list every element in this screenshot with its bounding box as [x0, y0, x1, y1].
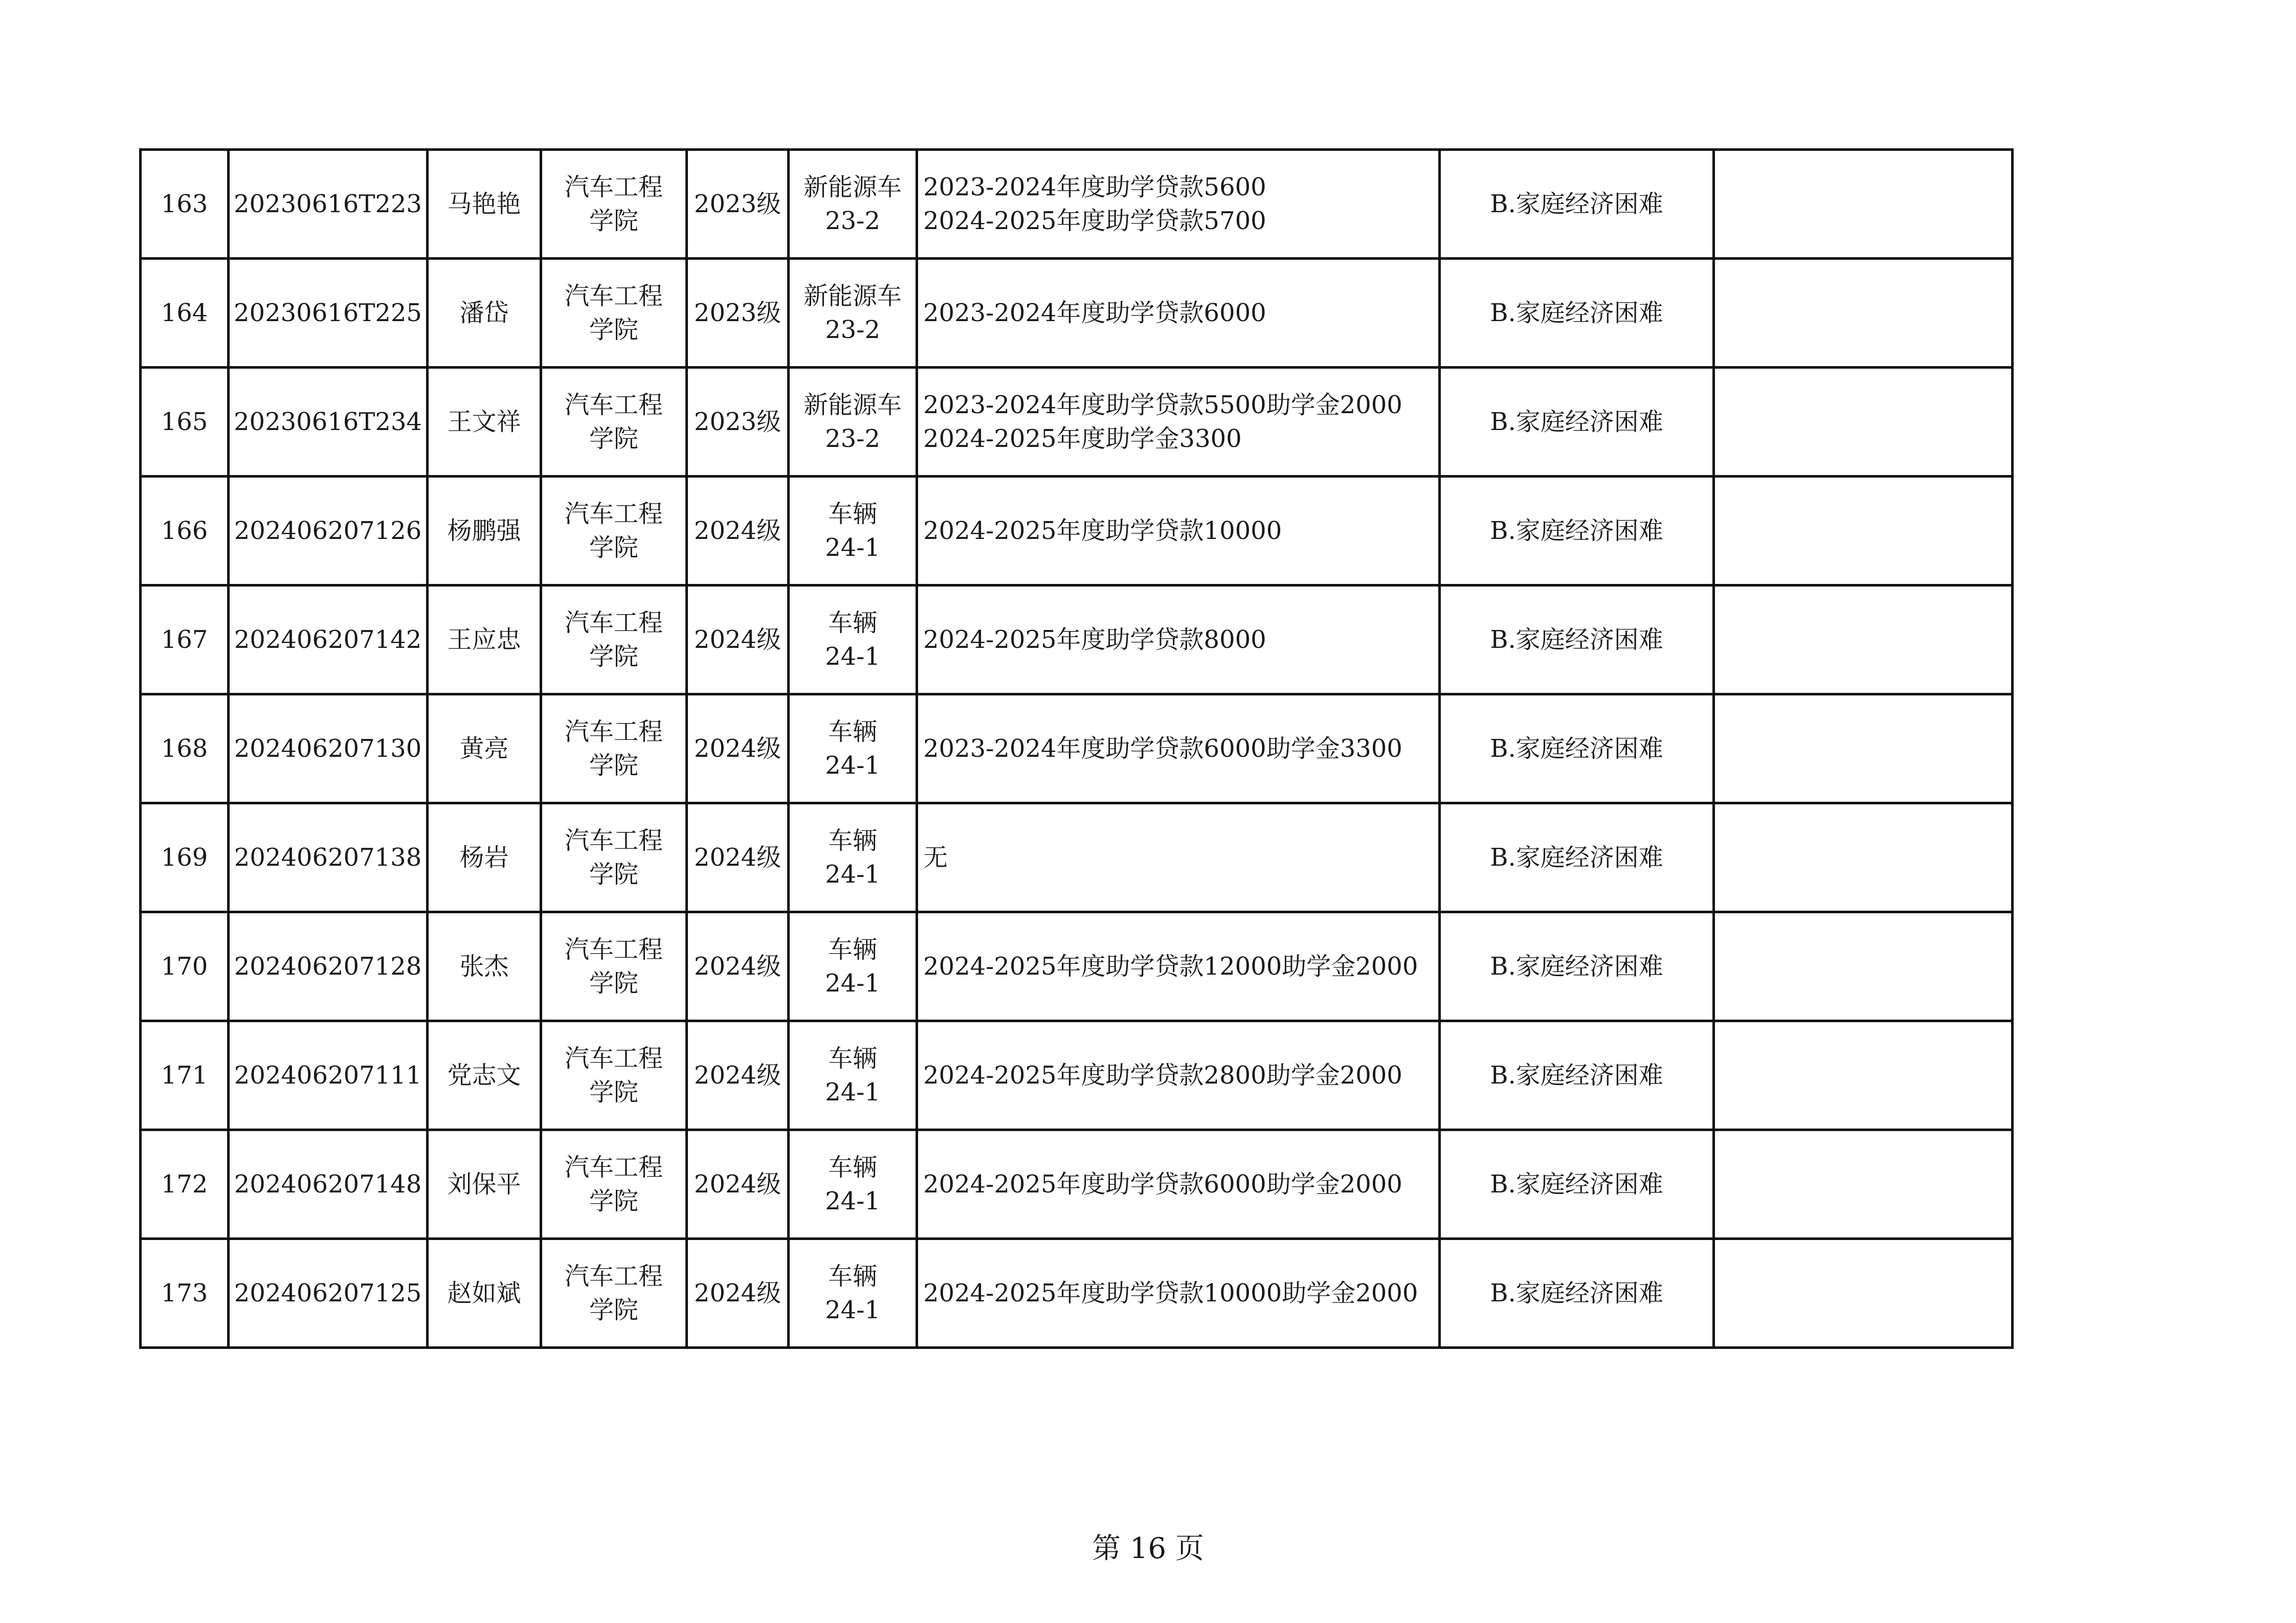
cell-difficulty-type: B.家庭经济困难 — [1440, 150, 1714, 259]
cell-class-line: 车辆 — [828, 826, 877, 855]
cell-serial-number: 166 — [141, 477, 229, 585]
cell-aid-history-line: 2024-2025年度助学贷款8000 — [923, 625, 1266, 654]
cell-class-line: 新能源车 — [803, 391, 902, 419]
cell-aid-history — [917, 259, 1440, 368]
cell-college-line: 汽车工程 — [564, 1262, 663, 1291]
cell-class-line: 车辆 — [828, 608, 877, 637]
cell-class-line: 24-1 — [825, 1187, 880, 1215]
cell-class-line: 24-1 — [825, 969, 880, 998]
cell-student-name: 党志文 — [428, 1021, 541, 1130]
cell-class-line: 车辆 — [828, 1262, 877, 1291]
cell-difficulty-type: B.家庭经济困难 — [1440, 1130, 1714, 1239]
cell-serial-number: 168 — [141, 694, 229, 803]
cell-difficulty-type: B.家庭经济困难 — [1440, 912, 1714, 1021]
cell-college-line: 学院 — [589, 860, 638, 889]
cell-class — [789, 1021, 917, 1130]
cell-college — [541, 912, 687, 1021]
cell-grade: 2024级 — [687, 1130, 789, 1239]
cell-remarks — [1714, 912, 2013, 1021]
cell-aid-history-line: 无 — [923, 843, 948, 872]
cell-class — [789, 259, 917, 368]
cell-remarks — [1714, 1130, 2013, 1239]
cell-difficulty-type: B.家庭经济困难 — [1440, 259, 1714, 368]
cell-student-id: 20230616T225 — [229, 259, 428, 368]
cell-class-line: 23-2 — [825, 424, 880, 453]
cell-aid-history-line: 2023-2024年度助学贷款6000助学金3300 — [923, 734, 1402, 763]
cell-grade: 2024级 — [687, 477, 789, 585]
cell-class — [789, 368, 917, 477]
cell-student-name: 王文祥 — [428, 368, 541, 477]
cell-college-line: 学院 — [589, 207, 638, 235]
cell-aid-history-line: 2024-2025年度助学贷款12000助学金2000 — [923, 952, 1418, 981]
table-row — [141, 1239, 2013, 1348]
cell-class-line: 新能源车 — [803, 173, 902, 201]
cell-college-line: 汽车工程 — [564, 1044, 663, 1073]
cell-difficulty-type: B.家庭经济困难 — [1440, 585, 1714, 694]
cell-college — [541, 585, 687, 694]
cell-class — [789, 150, 917, 259]
cell-college-line: 汽车工程 — [564, 826, 663, 855]
cell-college — [541, 259, 687, 368]
cell-remarks — [1714, 1021, 2013, 1130]
cell-college-line: 学院 — [589, 642, 638, 671]
cell-class — [789, 477, 917, 585]
table-row — [141, 259, 2013, 368]
cell-college-line: 汽车工程 — [564, 717, 663, 746]
cell-class — [789, 1130, 917, 1239]
page-number: 第 16 页 — [1092, 1532, 1204, 1565]
cell-grade: 2024级 — [687, 694, 789, 803]
cell-student-name: 刘保平 — [428, 1130, 541, 1239]
cell-student-name: 赵如斌 — [428, 1239, 541, 1348]
cell-class-line: 24-1 — [825, 1296, 880, 1324]
student-aid-table — [139, 148, 2014, 1349]
cell-student-id: 20230616T234 — [229, 368, 428, 477]
cell-grade: 2024级 — [687, 585, 789, 694]
cell-grade: 2024级 — [687, 1021, 789, 1130]
cell-college — [541, 368, 687, 477]
cell-college-line: 汽车工程 — [564, 173, 663, 201]
cell-grade: 2024级 — [687, 803, 789, 912]
cell-student-id: 202406207126 — [229, 477, 428, 585]
cell-class-line: 24-1 — [825, 751, 880, 780]
table-row — [141, 694, 2013, 803]
table-row — [141, 1130, 2013, 1239]
cell-college-line: 汽车工程 — [564, 282, 663, 310]
cell-grade: 2023级 — [687, 150, 789, 259]
cell-remarks — [1714, 585, 2013, 694]
cell-student-id: 202406207125 — [229, 1239, 428, 1348]
cell-college-line: 学院 — [589, 1296, 638, 1324]
cell-aid-history — [917, 912, 1440, 1021]
cell-class-line: 新能源车 — [803, 282, 902, 310]
cell-aid-history-line: 2024-2025年度助学贷款5700 — [923, 207, 1266, 235]
cell-student-id: 202406207138 — [229, 803, 428, 912]
cell-student-name: 潘岱 — [428, 259, 541, 368]
cell-aid-history — [917, 1239, 1440, 1348]
cell-student-name: 张杰 — [428, 912, 541, 1021]
cell-student-id: 202406207128 — [229, 912, 428, 1021]
cell-remarks — [1714, 477, 2013, 585]
cell-college-line: 学院 — [589, 751, 638, 780]
cell-class-line: 车辆 — [828, 1153, 877, 1182]
cell-aid-history — [917, 150, 1440, 259]
cell-serial-number: 171 — [141, 1021, 229, 1130]
table-row — [141, 477, 2013, 585]
cell-remarks — [1714, 150, 2013, 259]
cell-grade: 2023级 — [687, 259, 789, 368]
cell-college — [541, 1239, 687, 1348]
cell-difficulty-type: B.家庭经济困难 — [1440, 694, 1714, 803]
table-body — [141, 150, 2013, 1348]
cell-college — [541, 150, 687, 259]
cell-college-line: 汽车工程 — [564, 608, 663, 637]
cell-serial-number: 172 — [141, 1130, 229, 1239]
cell-remarks — [1714, 803, 2013, 912]
cell-aid-history-line: 2023-2024年度助学贷款5500助学金2000 — [923, 391, 1402, 419]
cell-college-line: 学院 — [589, 969, 638, 998]
cell-serial-number: 165 — [141, 368, 229, 477]
cell-aid-history-line: 2023-2024年度助学贷款6000 — [923, 299, 1266, 327]
cell-serial-number: 169 — [141, 803, 229, 912]
cell-class-line: 23-2 — [825, 207, 880, 235]
cell-college — [541, 1021, 687, 1130]
cell-serial-number: 173 — [141, 1239, 229, 1348]
table-row — [141, 585, 2013, 694]
cell-college-line: 汽车工程 — [564, 500, 663, 528]
cell-class-line: 24-1 — [825, 642, 880, 671]
cell-class-line: 24-1 — [825, 533, 880, 562]
cell-class — [789, 803, 917, 912]
cell-class-line: 车辆 — [828, 935, 877, 964]
cell-class — [789, 1239, 917, 1348]
cell-college — [541, 477, 687, 585]
cell-difficulty-type: B.家庭经济困难 — [1440, 803, 1714, 912]
cell-college-line: 学院 — [589, 1187, 638, 1215]
cell-serial-number: 163 — [141, 150, 229, 259]
cell-aid-history-line: 2024-2025年度助学贷款10000 — [923, 516, 1282, 545]
cell-student-id: 202406207111 — [229, 1021, 428, 1130]
cell-grade: 2024级 — [687, 1239, 789, 1348]
table-row — [141, 912, 2013, 1021]
cell-difficulty-type: B.家庭经济困难 — [1440, 1021, 1714, 1130]
cell-class-line: 车辆 — [828, 500, 877, 528]
cell-college-line: 学院 — [589, 315, 638, 344]
cell-remarks — [1714, 694, 2013, 803]
cell-aid-history — [917, 368, 1440, 477]
cell-serial-number: 167 — [141, 585, 229, 694]
cell-remarks — [1714, 368, 2013, 477]
cell-student-name: 王应忠 — [428, 585, 541, 694]
cell-college-line: 汽车工程 — [564, 391, 663, 419]
cell-difficulty-type: B.家庭经济困难 — [1440, 368, 1714, 477]
table-row — [141, 368, 2013, 477]
cell-class — [789, 585, 917, 694]
cell-aid-history — [917, 803, 1440, 912]
cell-difficulty-type: B.家庭经济困难 — [1440, 477, 1714, 585]
cell-class-line: 23-2 — [825, 315, 880, 344]
cell-aid-history — [917, 1130, 1440, 1239]
cell-aid-history — [917, 1021, 1440, 1130]
cell-college — [541, 1130, 687, 1239]
cell-student-id: 202406207148 — [229, 1130, 428, 1239]
cell-aid-history — [917, 694, 1440, 803]
cell-aid-history-line: 2024-2025年度助学金3300 — [923, 424, 1242, 453]
cell-college-line: 学院 — [589, 533, 638, 562]
table-row — [141, 803, 2013, 912]
cell-student-name: 马艳艳 — [428, 150, 541, 259]
cell-student-name: 黄亮 — [428, 694, 541, 803]
cell-class-line: 车辆 — [828, 717, 877, 746]
cell-class — [789, 912, 917, 1021]
cell-college — [541, 803, 687, 912]
cell-aid-history-line: 2024-2025年度助学贷款10000助学金2000 — [923, 1279, 1418, 1308]
cell-remarks — [1714, 259, 2013, 368]
cell-class-line: 车辆 — [828, 1044, 877, 1073]
cell-aid-history-line: 2024-2025年度助学贷款2800助学金2000 — [923, 1061, 1402, 1090]
cell-aid-history — [917, 477, 1440, 585]
cell-serial-number: 170 — [141, 912, 229, 1021]
cell-aid-history — [917, 585, 1440, 694]
cell-college — [541, 694, 687, 803]
table-row — [141, 150, 2013, 259]
cell-serial-number: 164 — [141, 259, 229, 368]
cell-student-id: 20230616T223 — [229, 150, 428, 259]
cell-aid-history-line: 2023-2024年度助学贷款5600 — [923, 173, 1266, 201]
cell-grade: 2023级 — [687, 368, 789, 477]
cell-grade: 2024级 — [687, 912, 789, 1021]
cell-class-line: 24-1 — [825, 1078, 880, 1107]
cell-college-line: 汽车工程 — [564, 1153, 663, 1182]
cell-college-line: 学院 — [589, 424, 638, 453]
table-row — [141, 1021, 2013, 1130]
cell-aid-history-line: 2024-2025年度助学贷款6000助学金2000 — [923, 1170, 1402, 1199]
cell-difficulty-type: B.家庭经济困难 — [1440, 1239, 1714, 1348]
cell-class — [789, 694, 917, 803]
cell-college-line: 汽车工程 — [564, 935, 663, 964]
cell-student-id: 202406207142 — [229, 585, 428, 694]
cell-student-name: 杨鹏强 — [428, 477, 541, 585]
cell-remarks — [1714, 1239, 2013, 1348]
cell-student-id: 202406207130 — [229, 694, 428, 803]
cell-college-line: 学院 — [589, 1078, 638, 1107]
cell-student-name: 杨岩 — [428, 803, 541, 912]
cell-class-line: 24-1 — [825, 860, 880, 889]
